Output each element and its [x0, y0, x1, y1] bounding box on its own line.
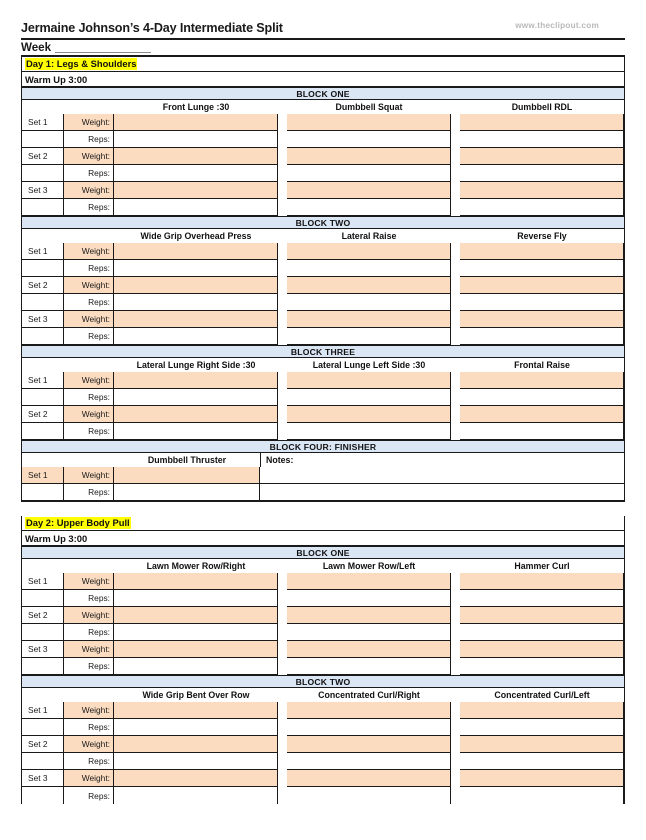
set-row [22, 372, 624, 389]
set-number: Set 3 [22, 770, 64, 787]
exercise-header-row [22, 688, 624, 702]
reps-input-cell[interactable] [114, 753, 278, 770]
exercise-name: Wide Grip Bent Over Row [142, 690, 250, 700]
weight-input-cell[interactable] [287, 148, 451, 165]
column-gutter [451, 590, 460, 607]
set-row [22, 165, 624, 182]
reps-input-cell[interactable] [460, 719, 624, 736]
weight-input-cell[interactable] [114, 372, 278, 389]
reps-input-cell[interactable] [460, 294, 624, 311]
set-row [22, 131, 624, 148]
reps-input-cell[interactable] [287, 658, 451, 675]
weight-label: Weight: [64, 406, 114, 423]
reps-input-cell[interactable] [114, 590, 278, 607]
weight-input-cell[interactable] [287, 372, 451, 389]
set-row [22, 787, 624, 804]
exercise-name: Frontal Raise [514, 360, 570, 370]
weight-input-cell[interactable] [460, 311, 624, 328]
weight-input-cell[interactable] [460, 148, 624, 165]
finisher-weight-row [22, 467, 624, 484]
weight-label: Weight: [64, 148, 114, 165]
set-row [22, 719, 624, 736]
reps-input-cell[interactable] [114, 199, 278, 216]
column-gutter [278, 641, 287, 658]
weight-label: Weight: [64, 311, 114, 328]
set-row [22, 114, 624, 131]
weight-label: Weight: [64, 243, 114, 260]
weight-input-cell[interactable] [460, 607, 624, 624]
column-gutter [278, 165, 287, 182]
set-row [22, 182, 624, 199]
column-gutter [278, 770, 287, 787]
weight-input-cell[interactable] [114, 607, 278, 624]
reps-input-cell[interactable] [287, 165, 451, 182]
set-number: Set 1 [22, 467, 64, 484]
weight-label: Weight: [64, 182, 114, 199]
column-gutter [451, 573, 460, 590]
column-gutter [278, 389, 287, 406]
set-number [22, 484, 64, 501]
weight-input-cell[interactable] [114, 243, 278, 260]
column-gutter [451, 702, 460, 719]
weight-label: Weight: [64, 372, 114, 389]
column-gutter [278, 199, 287, 216]
reps-input-cell[interactable] [114, 328, 278, 345]
column-gutter [278, 719, 287, 736]
set-row [22, 406, 624, 423]
column-gutter [451, 753, 460, 770]
weight-label: Weight: [64, 702, 114, 719]
set-row [22, 199, 624, 216]
reps-input-cell[interactable] [287, 260, 451, 277]
block-header: BLOCK TWO [22, 675, 624, 688]
reps-input-cell[interactable] [460, 199, 624, 216]
column-gutter [278, 131, 287, 148]
set-number: Set 2 [22, 607, 64, 624]
weight-label: Weight: [64, 641, 114, 658]
weight-input-cell[interactable] [114, 148, 278, 165]
column-gutter [278, 406, 287, 423]
reps-label: Reps: [64, 590, 114, 607]
block-header: BLOCK FOUR: FINISHER [22, 440, 624, 453]
document-header [21, 18, 625, 40]
column-gutter [451, 311, 460, 328]
reps-input-cell[interactable] [460, 787, 624, 804]
column-gutter [451, 260, 460, 277]
column-gutter [451, 607, 460, 624]
day-title-text: Day 1: Legs & Shoulders [26, 58, 137, 69]
reps-label: Reps: [64, 753, 114, 770]
column-gutter [451, 372, 460, 389]
reps-label: Reps: [64, 624, 114, 641]
set-row [22, 311, 624, 328]
set-row [22, 277, 624, 294]
warmup-row: Warm Up 3:00 [22, 72, 624, 87]
set-row [22, 260, 624, 277]
set-number: Set 2 [22, 277, 64, 294]
weight-input-cell[interactable] [287, 243, 451, 260]
exercise-name: Dumbbell Thruster [147, 455, 227, 465]
reps-input-cell[interactable] [460, 165, 624, 182]
block-header: BLOCK TWO [22, 216, 624, 229]
set-row [22, 641, 624, 658]
reps-label: Reps: [64, 787, 114, 804]
reps-input-cell[interactable] [460, 260, 624, 277]
set-number: Set 1 [22, 702, 64, 719]
set-row [22, 573, 624, 590]
reps-label: Reps: [64, 165, 114, 182]
notes-label: Notes: [260, 453, 624, 467]
set-number [22, 787, 64, 804]
weight-input-cell[interactable] [460, 277, 624, 294]
weight-input-cell[interactable] [114, 406, 278, 423]
column-gutter [451, 658, 460, 675]
reps-input-cell[interactable] [287, 294, 451, 311]
set-number [22, 423, 64, 440]
weight-input-cell[interactable] [287, 607, 451, 624]
column-gutter [278, 294, 287, 311]
reps-input-cell[interactable] [114, 165, 278, 182]
reps-label: Reps: [64, 389, 114, 406]
days-container [21, 57, 625, 804]
week-row [21, 40, 625, 57]
reps-input-cell[interactable] [460, 389, 624, 406]
set-number [22, 389, 64, 406]
column-gutter [451, 736, 460, 753]
reps-input-cell[interactable] [287, 131, 451, 148]
reps-input-cell[interactable] [287, 199, 451, 216]
reps-input-cell[interactable] [114, 131, 278, 148]
weight-label: Weight: [64, 770, 114, 787]
weight-input-cell[interactable] [114, 182, 278, 199]
column-gutter [278, 736, 287, 753]
column-gutter [451, 389, 460, 406]
set-row [22, 607, 624, 624]
weight-input-cell[interactable] [287, 182, 451, 199]
weight-input-cell[interactable] [460, 372, 624, 389]
column-gutter [451, 182, 460, 199]
exercise-name: Wide Grip Overhead Press [140, 231, 252, 241]
notes-input-cell[interactable] [260, 484, 624, 501]
column-gutter [278, 372, 287, 389]
reps-label: Reps: [64, 658, 114, 675]
set-row [22, 243, 624, 260]
set-row [22, 389, 624, 406]
exercise-header-row [22, 229, 624, 243]
weight-label: Weight: [64, 277, 114, 294]
set-number: Set 2 [22, 148, 64, 165]
column-gutter [451, 277, 460, 294]
column-gutter [451, 624, 460, 641]
weight-input-cell[interactable] [460, 243, 624, 260]
block-header: BLOCK THREE [22, 345, 624, 358]
week-label: Week [21, 41, 52, 54]
weight-input-cell[interactable] [114, 114, 278, 131]
week-blank-input[interactable] [55, 42, 151, 53]
column-gutter [451, 294, 460, 311]
set-row [22, 423, 624, 440]
weight-input-cell[interactable] [287, 406, 451, 423]
set-number [22, 753, 64, 770]
column-gutter [278, 328, 287, 345]
reps-input-cell[interactable] [460, 753, 624, 770]
weight-label: Weight: [64, 114, 114, 131]
weight-input-cell[interactable] [114, 277, 278, 294]
exercise-header-row [22, 559, 624, 573]
day-title [22, 516, 624, 531]
finisher-reps-row [22, 484, 624, 501]
weight-input-cell[interactable] [287, 311, 451, 328]
reps-input-cell[interactable] [460, 328, 624, 345]
column-gutter [451, 641, 460, 658]
reps-input-cell[interactable] [287, 753, 451, 770]
exercise-name: Lateral Raise [341, 231, 397, 241]
set-number: Set 3 [22, 641, 64, 658]
weight-input-cell[interactable] [460, 406, 624, 423]
reps-label: Reps: [64, 294, 114, 311]
reps-label: Reps: [64, 260, 114, 277]
set-row [22, 328, 624, 345]
page-title: Jermaine Johnson’s 4-Day Intermediate Split [21, 21, 283, 35]
reps-input-cell[interactable] [114, 260, 278, 277]
column-gutter [451, 148, 460, 165]
exercise-name: Concentrated Curl/Left [494, 690, 590, 700]
set-number: Set 1 [22, 114, 64, 131]
column-gutter [278, 182, 287, 199]
set-row [22, 590, 624, 607]
reps-label: Reps: [64, 199, 114, 216]
day-title-text: Day 2: Upper Body Pull [26, 517, 130, 528]
notes-input-cell[interactable] [260, 467, 624, 484]
weight-input-cell[interactable] [114, 736, 278, 753]
exercise-name: Reverse Fly [517, 231, 567, 241]
set-row [22, 770, 624, 787]
weight-label: Weight: [64, 607, 114, 624]
block-header: BLOCK ONE [22, 87, 624, 100]
weight-input-cell[interactable] [460, 182, 624, 199]
column-gutter [451, 114, 460, 131]
column-gutter [278, 311, 287, 328]
set-number: Set 1 [22, 372, 64, 389]
set-number: Set 1 [22, 243, 64, 260]
column-gutter [278, 260, 287, 277]
weight-input-cell[interactable] [460, 736, 624, 753]
reps-input-cell[interactable] [287, 624, 451, 641]
reps-input-cell[interactable] [460, 423, 624, 440]
exercise-header-row [22, 100, 624, 114]
weight-input-cell[interactable] [114, 467, 260, 484]
column-gutter [278, 148, 287, 165]
set-number [22, 590, 64, 607]
site-watermark: www.theclipout.com [515, 21, 599, 30]
exercise-name: Front Lunge :30 [162, 102, 230, 112]
column-gutter [451, 719, 460, 736]
reps-input-cell[interactable] [114, 484, 260, 501]
weight-label: Weight: [64, 573, 114, 590]
column-gutter [451, 787, 460, 804]
set-row [22, 294, 624, 311]
set-number: Set 3 [22, 182, 64, 199]
set-number: Set 2 [22, 736, 64, 753]
weight-input-cell[interactable] [460, 114, 624, 131]
exercise-name: Lateral Lunge Right Side :30 [136, 360, 256, 370]
column-gutter [278, 658, 287, 675]
exercise-header-row [22, 358, 624, 372]
weight-input-cell[interactable] [460, 770, 624, 787]
weight-input-cell[interactable] [287, 573, 451, 590]
column-gutter [451, 165, 460, 182]
weight-input-cell[interactable] [460, 573, 624, 590]
exercise-name: Hammer Curl [514, 561, 570, 571]
set-number [22, 624, 64, 641]
weight-input-cell[interactable] [287, 114, 451, 131]
set-number [22, 165, 64, 182]
weight-input-cell[interactable] [287, 770, 451, 787]
weight-input-cell[interactable] [460, 702, 624, 719]
weight-input-cell[interactable] [287, 702, 451, 719]
set-number [22, 131, 64, 148]
weight-input-cell[interactable] [287, 641, 451, 658]
weight-input-cell[interactable] [287, 736, 451, 753]
weight-input-cell[interactable] [114, 641, 278, 658]
weight-input-cell[interactable] [114, 573, 278, 590]
reps-input-cell[interactable] [460, 590, 624, 607]
column-gutter [278, 590, 287, 607]
reps-input-cell[interactable] [114, 658, 278, 675]
reps-input-cell[interactable] [287, 787, 451, 804]
weight-input-cell[interactable] [460, 641, 624, 658]
set-number: Set 2 [22, 406, 64, 423]
reps-input-cell[interactable] [114, 294, 278, 311]
reps-label: Reps: [64, 484, 114, 501]
reps-label: Reps: [64, 328, 114, 345]
column-gutter [451, 243, 460, 260]
set-number [22, 294, 64, 311]
reps-label: Reps: [64, 131, 114, 148]
reps-input-cell[interactable] [460, 658, 624, 675]
weight-label: Weight: [64, 467, 114, 484]
block-header: BLOCK ONE [22, 546, 624, 559]
weight-label: Weight: [64, 736, 114, 753]
set-row [22, 702, 624, 719]
set-number [22, 328, 64, 345]
column-gutter [451, 406, 460, 423]
column-gutter [451, 770, 460, 787]
day-section [21, 516, 625, 804]
exercise-name: Lawn Mower Row/Right [146, 561, 246, 571]
reps-input-cell[interactable] [114, 787, 278, 804]
reps-input-cell[interactable] [114, 389, 278, 406]
set-number [22, 260, 64, 277]
column-gutter [451, 423, 460, 440]
set-row [22, 148, 624, 165]
weight-input-cell[interactable] [114, 770, 278, 787]
column-gutter [278, 624, 287, 641]
exercise-name: Lawn Mower Row/Left [322, 561, 416, 571]
column-gutter [451, 131, 460, 148]
reps-input-cell[interactable] [114, 423, 278, 440]
set-row [22, 736, 624, 753]
day-section [21, 57, 625, 502]
set-number [22, 199, 64, 216]
weight-input-cell[interactable] [114, 311, 278, 328]
weight-input-cell[interactable] [114, 702, 278, 719]
column-gutter [278, 607, 287, 624]
set-number: Set 1 [22, 573, 64, 590]
exercise-name: Dumbbell RDL [511, 102, 573, 112]
reps-input-cell[interactable] [114, 624, 278, 641]
finisher-header-row [22, 453, 624, 467]
reps-input-cell[interactable] [287, 328, 451, 345]
column-gutter [278, 787, 287, 804]
column-gutter [278, 243, 287, 260]
set-row [22, 658, 624, 675]
column-gutter [278, 753, 287, 770]
set-row [22, 753, 624, 770]
exercise-name: Lateral Lunge Left Side :30 [312, 360, 426, 370]
reps-input-cell[interactable] [287, 590, 451, 607]
column-gutter [451, 328, 460, 345]
set-row [22, 624, 624, 641]
set-number [22, 719, 64, 736]
reps-input-cell[interactable] [287, 423, 451, 440]
column-gutter [278, 423, 287, 440]
column-gutter [278, 277, 287, 294]
column-gutter [278, 702, 287, 719]
reps-label: Reps: [64, 423, 114, 440]
reps-input-cell[interactable] [460, 131, 624, 148]
column-gutter [451, 199, 460, 216]
day-title [22, 57, 624, 72]
column-gutter [278, 573, 287, 590]
reps-input-cell[interactable] [287, 389, 451, 406]
reps-input-cell[interactable] [460, 624, 624, 641]
weight-input-cell[interactable] [287, 277, 451, 294]
exercise-name: Concentrated Curl/Right [318, 690, 420, 700]
set-number [22, 658, 64, 675]
warmup-row: Warm Up 3:00 [22, 531, 624, 546]
reps-input-cell[interactable] [287, 719, 451, 736]
reps-input-cell[interactable] [114, 719, 278, 736]
exercise-name: Dumbbell Squat [335, 102, 403, 112]
column-gutter [278, 114, 287, 131]
reps-label: Reps: [64, 719, 114, 736]
set-number: Set 3 [22, 311, 64, 328]
